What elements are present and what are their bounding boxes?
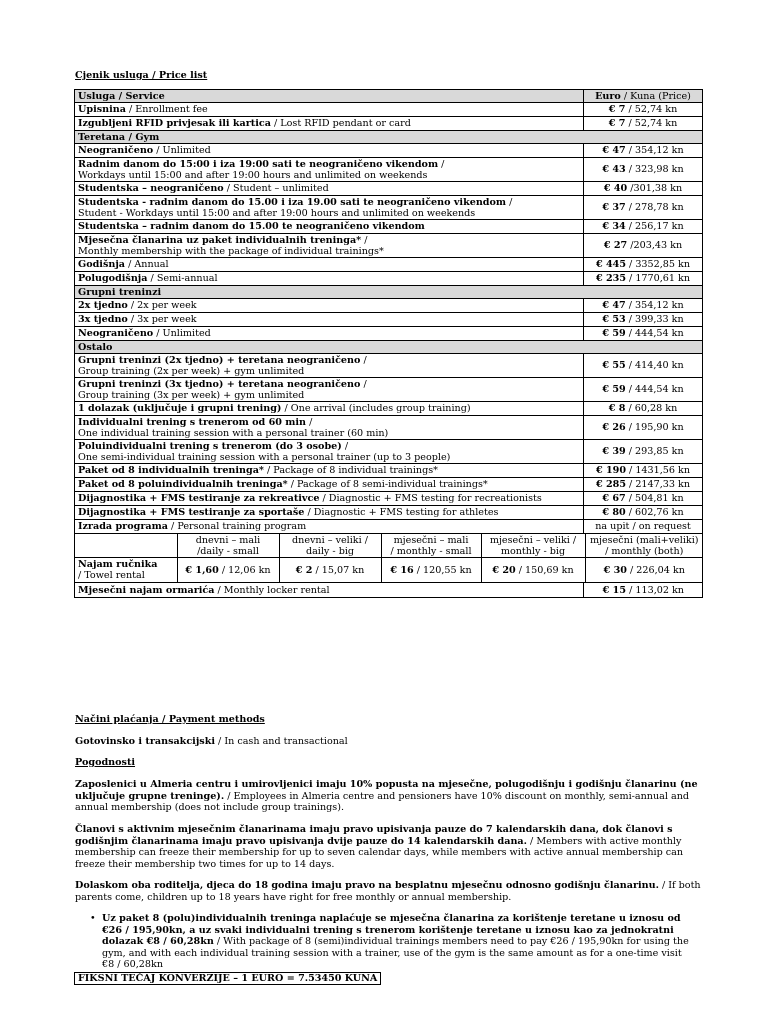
- price-cell: € 285 / 2147,33 kn: [584, 478, 703, 492]
- towel-rental-row: [75, 534, 703, 583]
- price-table: [74, 89, 703, 598]
- price-row: [75, 327, 703, 341]
- price-cell: € 7 / 52,74 kn: [584, 117, 703, 131]
- price-cell: € 40 /301,38 kn: [584, 182, 703, 196]
- service-cell: Grupni treninzi (2x tjedno) + teretana neograničeno / Group training (2x per week) + gym unlimited: [75, 354, 584, 378]
- service-cell: Radnim danom do 15:00 i iza 19:00 sati te neograničeno vikendom / Workdays until 15:00 and after 19:00 hours and unlimited on weekends: [75, 158, 584, 182]
- price-cell: € 26 / 195,90 kn: [584, 416, 703, 440]
- price-cell: € 55 / 414,40 kn: [584, 354, 703, 378]
- service-header: Usluga / Service: [75, 90, 584, 103]
- towel-column-header: mjesečni (mali+veliki) / monthly (both): [585, 534, 703, 558]
- payment-title: Načini plaćanja / Payment methods: [75, 714, 265, 725]
- price-row: [75, 378, 703, 402]
- towel-column-header: dnevni – veliki / daily - big: [279, 534, 381, 558]
- service-cell: Individualni trening s trenerom od 60 min / One individual training session with a personal trainer (60 min): [75, 416, 584, 440]
- price-row: [75, 117, 703, 131]
- service-cell: Polugodišnja / Semi-annual: [75, 272, 584, 286]
- towel-price-cell: € 2 / 15,07 kn: [279, 558, 381, 583]
- service-cell: Godišnja / Annual: [75, 258, 584, 272]
- benefit-paragraph-2: Članovi s aktivnim mjesečnim članarinama imaju pravo upisivanja pauze do 7 kalendarskih dana, dok članovi s godišnjim članarinama imaju pravo upisivanja dvije pauze do 14 kalendarskih dana. / Members with active monthly membership can freeze their membership for up to seven calendar days, while members with active annual membership can freeze their membership two times for up to 14 days.: [75, 824, 684, 870]
- service-cell: Mjesečni najam ormarića / Monthly locker rental: [75, 583, 584, 598]
- towel-price-cell: € 20 / 150,69 kn: [481, 558, 585, 583]
- price-header: Euro / Kuna (Price): [584, 90, 703, 103]
- price-cell: € 15 / 113,02 kn: [584, 583, 703, 598]
- towel-price-cell: € 1,60 / 12,06 kn: [177, 558, 279, 583]
- section-header-row: [75, 286, 703, 299]
- price-row: [75, 402, 703, 416]
- benefits-title: Pogodnosti: [75, 757, 136, 768]
- price-cell: € 47 / 354,12 kn: [584, 299, 703, 313]
- price-row: [75, 196, 703, 220]
- towel-rental-label: Najam ručnika / Towel rental: [75, 558, 177, 583]
- service-cell: Neograničeno / Unlimited: [75, 327, 584, 341]
- service-cell: Dijagnostika + FMS testiranje za sportaše / Diagnostic + FMS testing for athletes: [75, 506, 584, 520]
- service-cell: Studentska - radnim danom do 15.00 i iza 19.00 sati te neograničeno vikendom / Student - Workdays until 15:00 and after 19:00 hours and unlimited on weekends: [75, 196, 584, 220]
- conversion-rate-box: FIKSNI TEČAJ KONVERZIJE – 1 EURO = 7.53450 KUNA: [74, 972, 381, 985]
- towel-column-header: dnevni – mali /daily - small: [177, 534, 279, 558]
- price-row: [75, 234, 703, 258]
- section-title: Teretana / Gym: [75, 131, 703, 144]
- price-cell: € 67 / 504,81 kn: [584, 492, 703, 506]
- price-row: [75, 299, 703, 313]
- table-header-row: [75, 90, 703, 103]
- service-cell: Upisnina / Enrollment fee: [75, 103, 584, 117]
- price-row: [75, 464, 703, 478]
- price-row: [75, 354, 703, 378]
- bullet-icon: •: [90, 913, 96, 924]
- price-row: [75, 103, 703, 117]
- section-header-row: [75, 131, 703, 144]
- price-row: [75, 258, 703, 272]
- price-cell: € 39 / 293,85 kn: [584, 440, 703, 464]
- towel-rental-table: [75, 534, 703, 582]
- price-cell: € 59 / 444,54 kn: [584, 327, 703, 341]
- price-row: [75, 506, 703, 520]
- price-row: [75, 520, 703, 534]
- price-row: [75, 220, 703, 234]
- price-cell: € 235 / 1770,61 kn: [584, 272, 703, 286]
- service-cell: Mjesečna članarina uz paket individualnih treninga* / Monthly membership with the package of individual trainings*: [75, 234, 584, 258]
- price-cell: € 34 / 256,17 kn: [584, 220, 703, 234]
- price-cell: € 53 / 399,33 kn: [584, 313, 703, 327]
- service-cell: Paket od 8 poluindividualnih treninga* / Package of 8 semi-individual trainings*: [75, 478, 584, 492]
- price-cell: € 43 / 323,98 kn: [584, 158, 703, 182]
- price-cell: € 59 / 444,54 kn: [584, 378, 703, 402]
- price-row: [75, 313, 703, 327]
- section-title: Grupni treninzi: [75, 286, 703, 299]
- price-cell: € 7 / 52,74 kn: [584, 103, 703, 117]
- benefit-paragraph-1: Zaposlenici u Almeria centru i umirovljenici imaju 10% popusta na mjesečne, polugodišnju i godišnju članarinu (ne uključuje grupne treninge). / Employees in Almeria centre and pensioners have 10% discount on monthly, semi-annual and annual membership (does not include group trainings).: [75, 779, 698, 813]
- price-cell: na upit / on request: [584, 520, 703, 534]
- service-cell: Studentska – neograničeno / Student – unlimited: [75, 182, 584, 196]
- service-cell: Poluindividualni trening s trenerom (do 3 osobe) / One semi-individual training session with a personal trainer (up to 3 people): [75, 440, 584, 464]
- towel-column-header: mjesečni – veliki / monthly - big: [481, 534, 585, 558]
- benefit-paragraph-3: Dolaskom oba roditelja, djeca do 18 godina imaju pravo na besplatnu mjesečnu odnosno godišnju članarinu. / If both parents come, children up to 18 years have right for free monthly or annual membership.: [75, 880, 701, 903]
- price-cell: € 80 / 602,76 kn: [584, 506, 703, 520]
- towel-price-cell: € 16 / 120,55 kn: [381, 558, 481, 583]
- price-cell: € 190 / 1431,56 kn: [584, 464, 703, 478]
- service-cell: 2x tjedno / 2x per week: [75, 299, 584, 313]
- service-cell: Neograničeno / Unlimited: [75, 144, 584, 158]
- service-cell: 1 dolazak (uključuje i grupni trening) / One arrival (includes group training): [75, 402, 584, 416]
- towel-price-cell: € 30 / 226,04 kn: [585, 558, 703, 583]
- locker-rental-row: [75, 583, 703, 598]
- price-cell: € 445 / 3352,85 kn: [584, 258, 703, 272]
- service-cell: Studentska – radnim danom do 15.00 te neograničeno vikendom: [75, 220, 584, 234]
- price-row: [75, 478, 703, 492]
- price-row: [75, 492, 703, 506]
- service-cell: Grupni treninzi (3x tjedno) + teretana neograničeno / Group training (3x per week) + gym unlimited: [75, 378, 584, 402]
- section-header-row: [75, 341, 703, 354]
- price-row: [75, 440, 703, 464]
- service-cell: Dijagnostika + FMS testiranje za rekreativce / Diagnostic + FMS testing for recreationists: [75, 492, 584, 506]
- price-row: [75, 416, 703, 440]
- service-cell: Izgubljeni RFID privjesak ili kartica / Lost RFID pendant or card: [75, 117, 584, 131]
- price-cell: € 37 / 278,78 kn: [584, 196, 703, 220]
- price-row: [75, 158, 703, 182]
- benefit-bullet: • Uz paket 8 (polu)individualnih treninga naplaćuje se mjesečna članarina za korištenje teretane u iznosu od €26 / 195,90kn, a uz svaki individualni trening s trenerom korištenje teretane u iznosu kao za jednokratni dolazak €8 / 60,28kn / With package of 8 (semi)individual trainings members need to pay €26 / 195,90kn for using the gym, and with each individual training session with a trainer, use of the gym is the same amount as for a one-time visit €8 / 60,28kn: [90, 913, 689, 970]
- page-title: Cjenik usluga / Price list: [75, 70, 208, 81]
- towel-column-header: mjesečni – mali / monthly - small: [381, 534, 481, 558]
- service-cell: 3x tjedno / 3x per week: [75, 313, 584, 327]
- price-row: [75, 144, 703, 158]
- price-row: [75, 182, 703, 196]
- price-cell: € 27 /203,43 kn: [584, 234, 703, 258]
- payment-methods: Gotovinsko i transakcijski / In cash and transactional: [75, 736, 348, 747]
- service-cell: Paket od 8 individualnih treninga* / Package of 8 individual trainings*: [75, 464, 584, 478]
- section-title: Ostalo: [75, 341, 703, 354]
- price-cell: € 47 / 354,12 kn: [584, 144, 703, 158]
- price-row: [75, 272, 703, 286]
- price-cell: € 8 / 60,28 kn: [584, 402, 703, 416]
- service-cell: Izrada programa / Personal training program: [75, 520, 584, 534]
